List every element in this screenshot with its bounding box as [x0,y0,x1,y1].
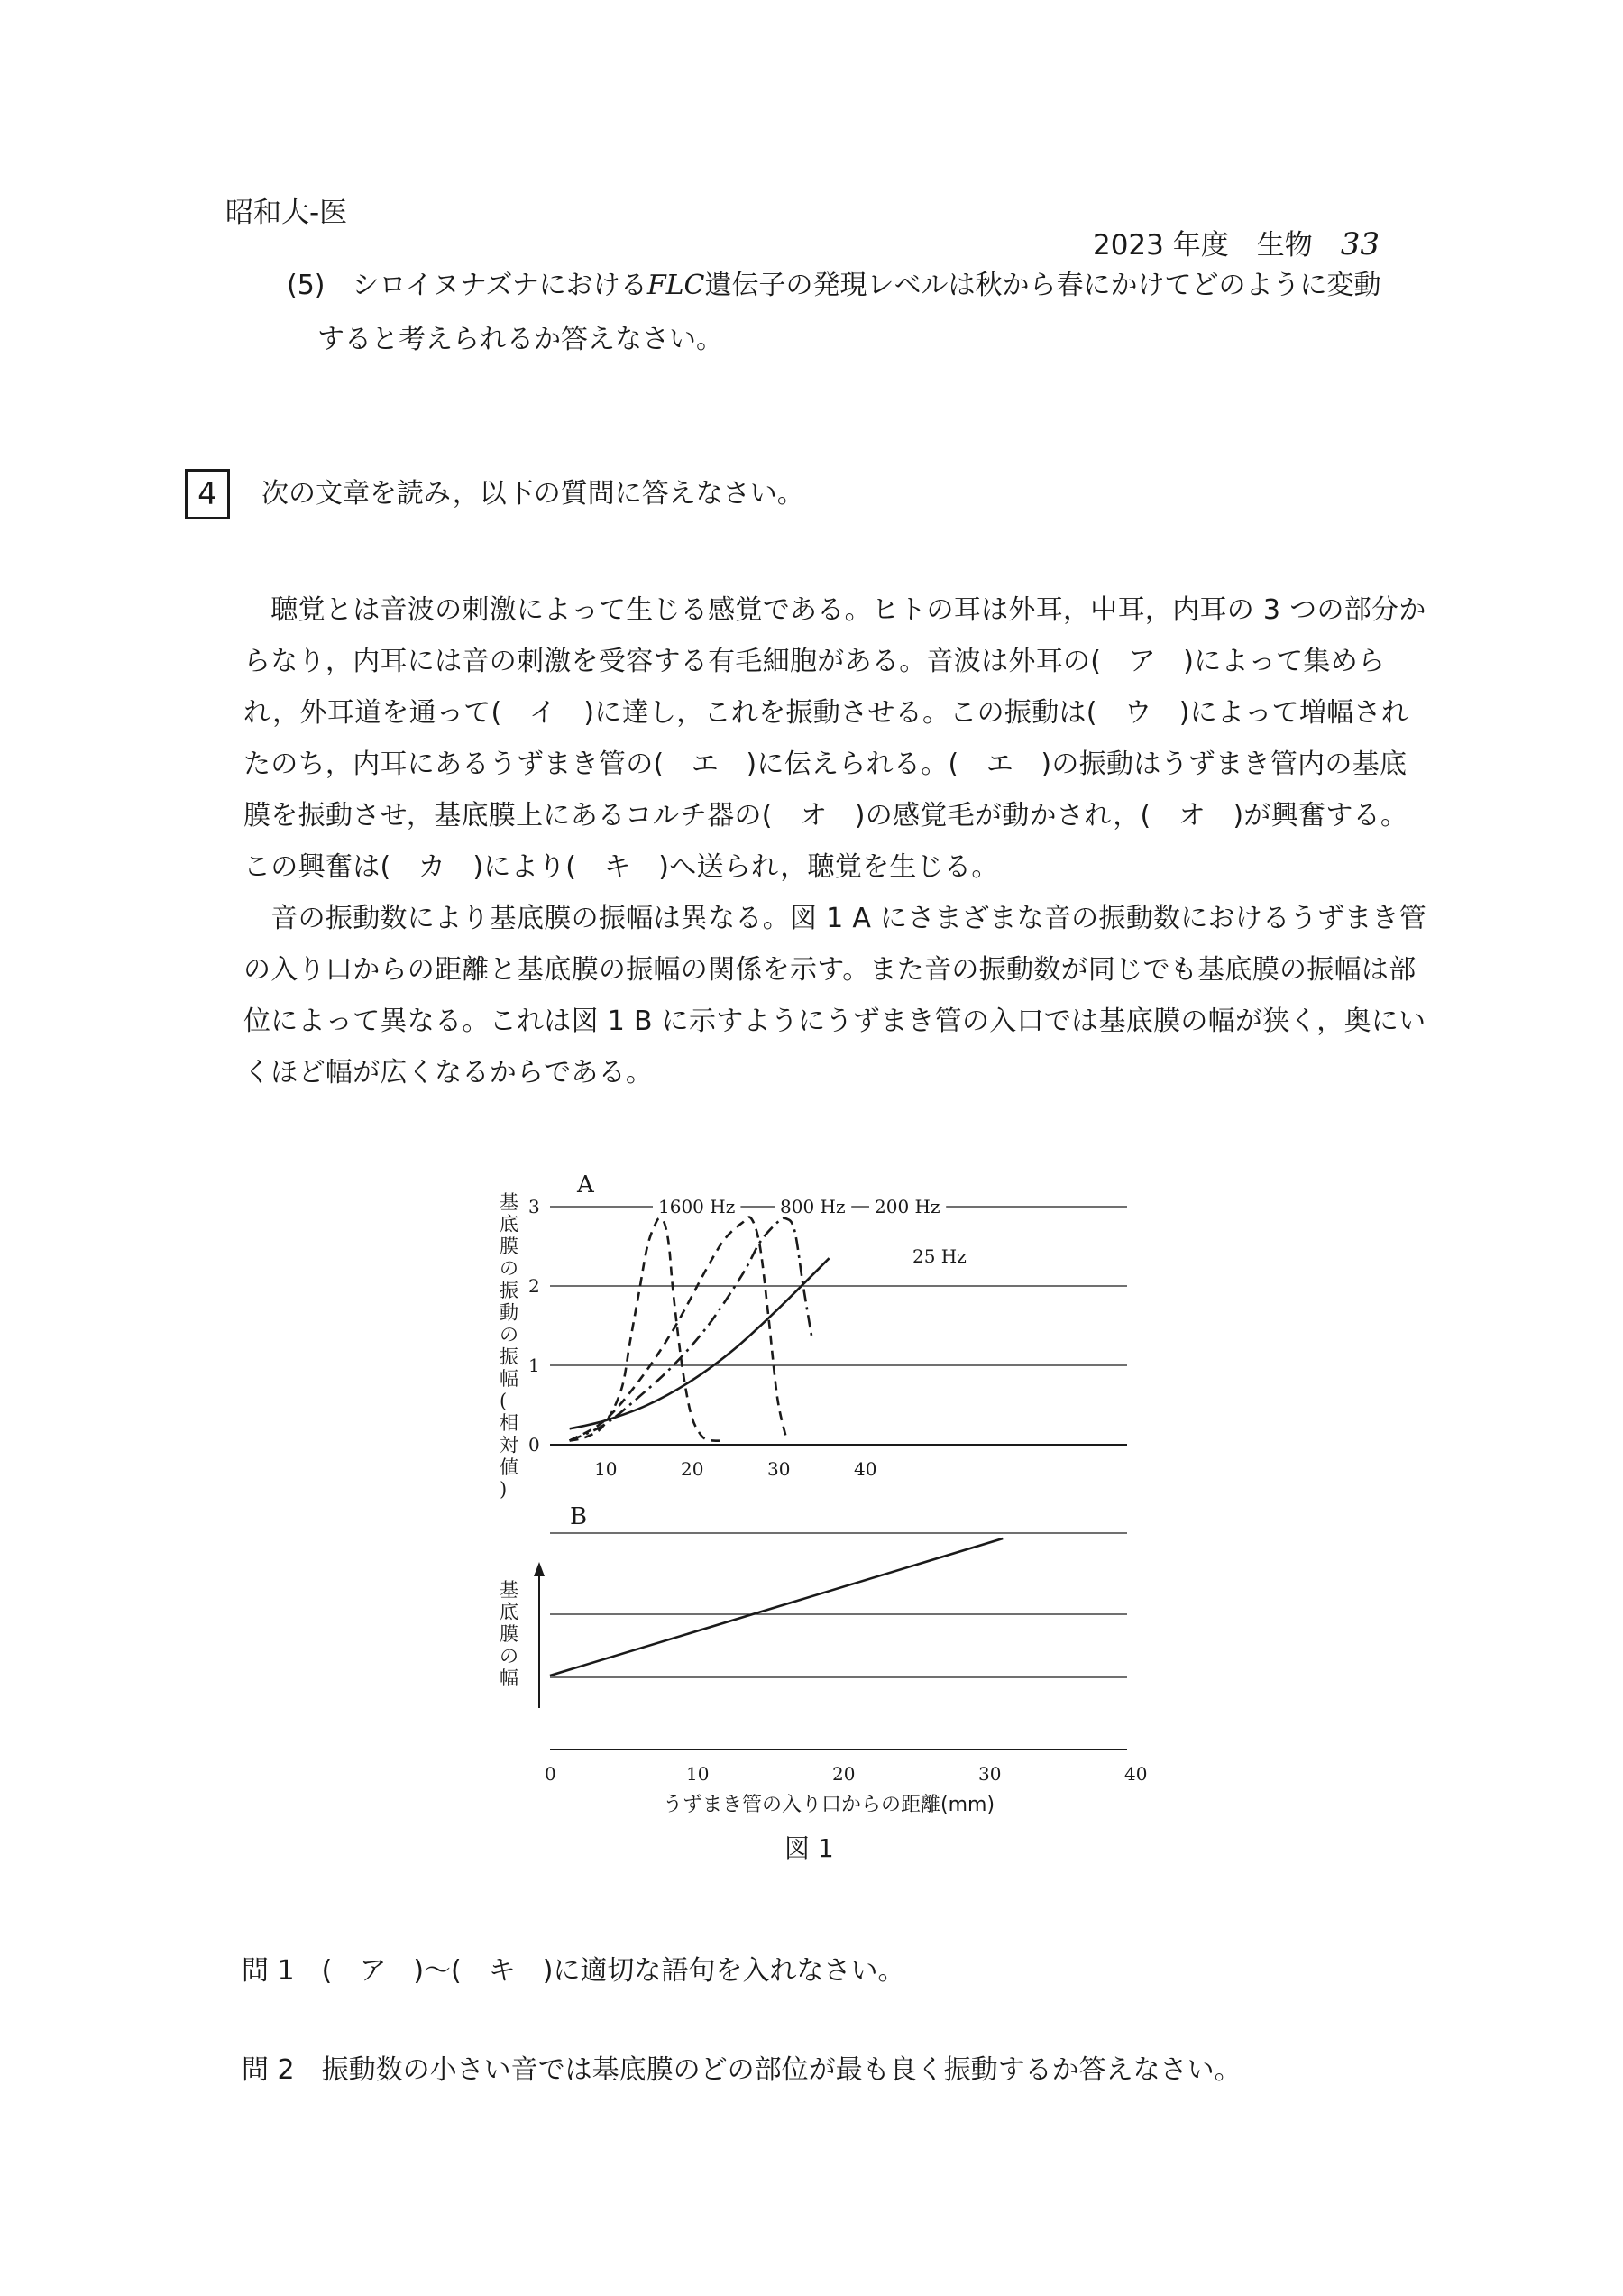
passage-line: たのち，内耳にあるうずまき管の( エ )に伝えられる。( エ )の振動はうずまき管内の基底 [243,748,1408,780]
passage [243,584,1427,1098]
ylabel-char: の [500,1324,518,1345]
figure-svg [469,1154,1172,1840]
prev-question-line2: すると考えられるか答えなさい。 [317,324,723,355]
header-left: 昭和大-医 [225,197,348,229]
ylabel-char: 値 [500,1456,518,1478]
passage-line: 位によって異なる。これは図 1 B に示すようにうずまき管の入口では基底膜の幅が狭く，奥にい [243,1006,1426,1037]
width-line [550,1538,1003,1676]
x-tick-label: 20 [832,1763,856,1785]
prev-question-line1: (5) シロイヌナズナにおけるFLC遺伝子の発現レベルは秋から春にかけてどのように変動 [287,270,1381,301]
x-tick-label: 40 [1124,1763,1148,1785]
question-number-box: 4 [185,469,230,519]
curve-label: 800 Hz [780,1196,846,1217]
y-tick-label: 2 [528,1275,540,1297]
series-line-200hz [570,1218,812,1441]
question-2-label: 問 2 [242,2054,295,2086]
x-tick-label: 10 [686,1763,710,1785]
question-1-label: 問 1 [242,1955,295,1987]
passage-line: 音の振動数により基底膜の振幅は異なる。図 1 A にさまざまな音の振動数におけるうずまき管 [243,903,1427,934]
question-2-text: 振動数の小さい音では基底膜のどの部位が最も良く振動するか答えなさい。 [321,2054,1242,2086]
passage-line: この興奮は( カ )により( キ )へ送られ，聴覚を生じる。 [243,851,999,883]
header-right [1075,189,1380,262]
ylabel-char: 基 [500,1579,518,1601]
ylabel-char: 対 [500,1434,518,1456]
panel-b-plot [534,1533,1147,1785]
ylabel-char: 膜 [500,1623,518,1645]
question-1 [242,1948,904,1988]
prev-question-number: (5) [287,270,326,301]
x-axis-label: うずまき管の入り口からの距離(mm) [663,1794,995,1816]
ylabel-char: 動 [500,1301,518,1324]
header-subject: 生物 [1256,229,1313,262]
passage-line: 膜を振動させ，基底膜上にあるコルチ器の( オ )の感覚毛が動かされ，( オ )が興奮する。 [243,800,1408,831]
y-tick-label: 3 [528,1196,540,1217]
ylabel-char: 底 [500,1213,518,1235]
ylabel-char: ( [500,1390,508,1412]
panel-a-plot [528,1194,1127,1480]
question-1-text: ( ア )～( キ )に適切な語句を入れなさい。 [321,1955,905,1987]
passage-line: 聴覚とは音波の刺激によって生じる感覚である。ヒトの耳は外耳，中耳，内耳の 3 つの部分か [243,594,1426,626]
series-line-1600hz [570,1218,726,1441]
x-tick-label: 30 [767,1458,791,1480]
y-tick-label: 0 [528,1434,540,1456]
passage-line: の入り口からの距離と基底膜の振幅の関係を示す。また音の振動数が同じでも基底膜の振幅は部 [243,954,1417,986]
ylabel-b [500,1579,518,1689]
curve-label: 200 Hz [875,1196,940,1217]
curve-label: 1600 Hz [658,1196,736,1217]
ylabel-char: 幅 [500,1368,518,1390]
x-tick-label: 30 [978,1763,1002,1785]
ylabel-a [500,1191,518,1501]
header-year: 2023 年度 [1092,229,1229,262]
ylabel-char: 振 [500,1345,518,1368]
panel-b-label: B [570,1503,588,1530]
ylabel-char: 膜 [500,1235,518,1257]
ylabel-char: の [500,1257,518,1280]
page-number: 33 [1340,226,1380,262]
question-intro: 次の文章を読み，以下の質問に答えなさい。 [261,478,804,510]
figure-1 [469,1154,1172,1876]
ylabel-char: 底 [500,1601,518,1623]
x-tick-label: 10 [594,1458,618,1480]
figure-caption: 図 1 [784,1833,834,1863]
x-tick-label: 20 [681,1458,704,1480]
x-tick-label: 0 [545,1763,556,1785]
ylabel-char: 振 [500,1280,518,1301]
passage-line: らなり，内耳には音の刺激を受容する有毛細胞がある。音波は外耳の( ア )によって集めら [243,646,1386,677]
ylabel-char: 幅 [500,1667,518,1689]
ylabel-char: 相 [500,1412,518,1434]
question-2 [242,2047,1242,2087]
ylabel-char: ) [500,1478,508,1501]
x-tick-label: 40 [854,1458,877,1480]
arrow-head-icon [534,1562,545,1576]
panel-a-label: A [577,1171,594,1199]
y-tick-label: 1 [528,1355,540,1376]
passage-line: れ，外耳道を通って( イ )に達し，これを振動させる。この振動は( ウ )によって増幅され [243,697,1409,729]
passage-line: くほど幅が広くなるからである。 [243,1057,654,1088]
ylabel-char: の [500,1645,518,1667]
curve-label: 25 Hz [912,1245,967,1268]
ylabel-char: 基 [500,1191,518,1213]
